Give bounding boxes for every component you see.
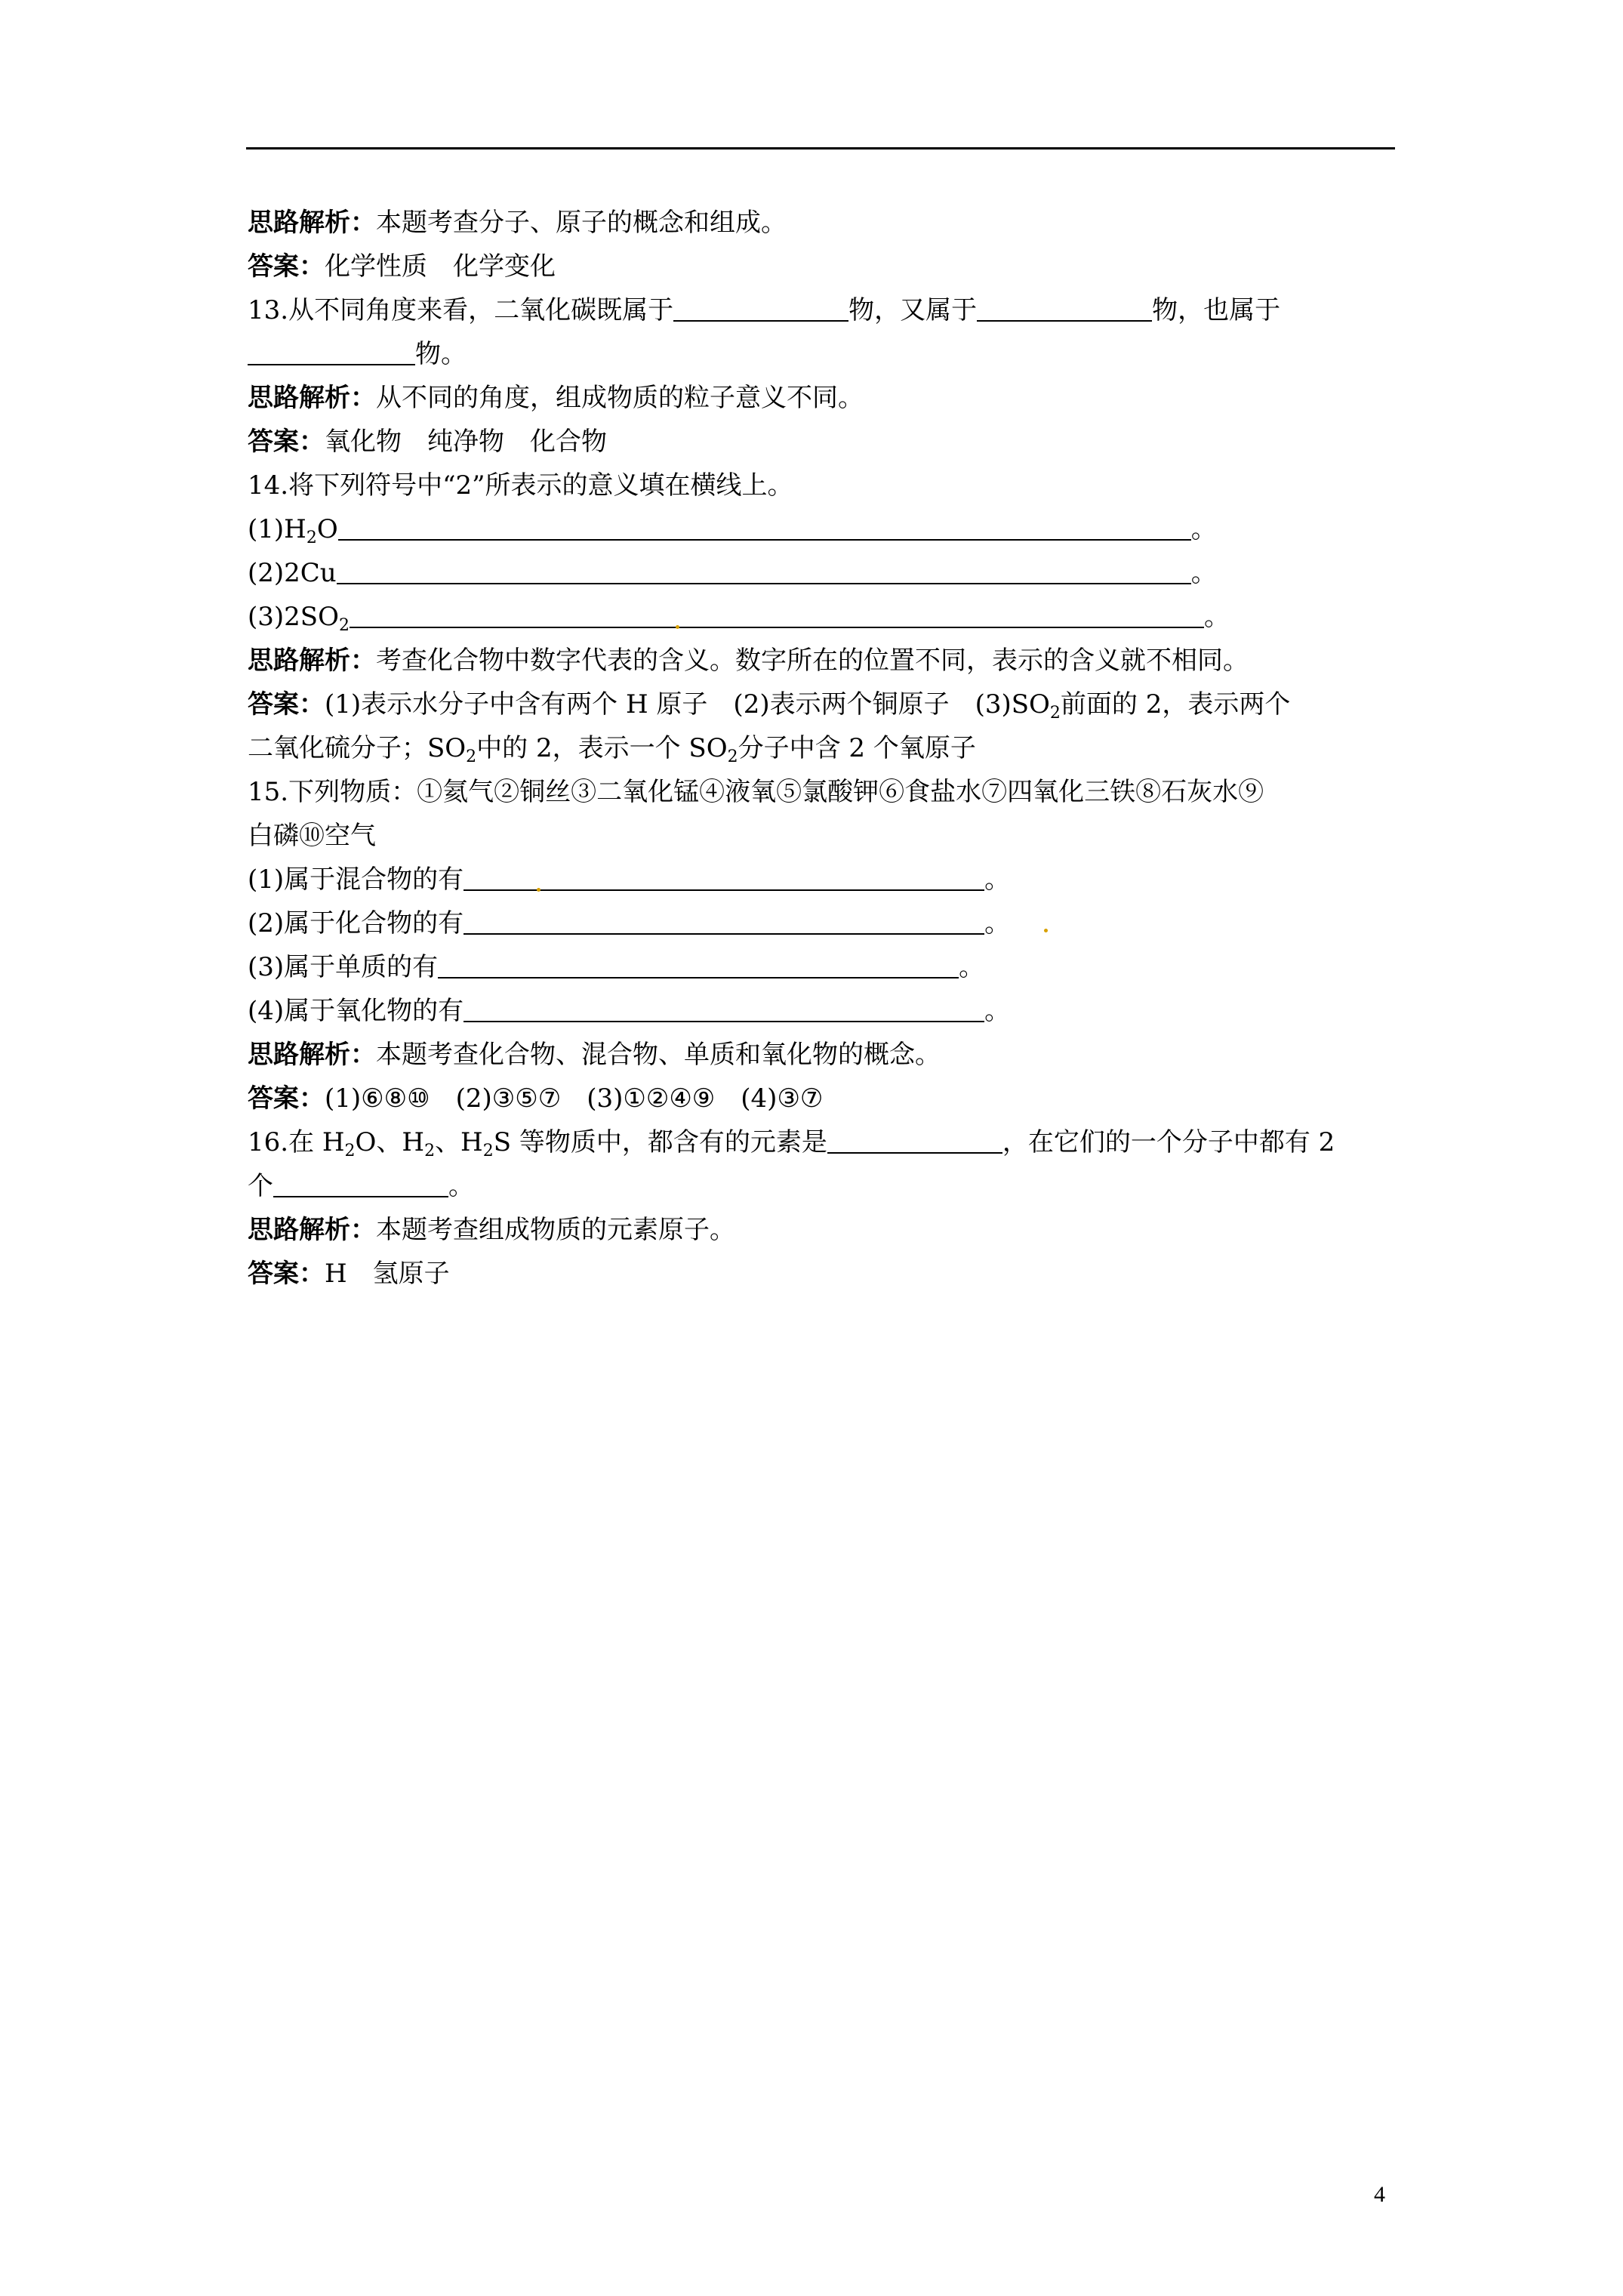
header-rule xyxy=(246,147,1395,149)
q13-stem-b: 物，又属于 xyxy=(848,295,978,325)
q15-stem-cont xyxy=(248,814,1395,858)
q16-stem-text: 个 xyxy=(248,1171,273,1201)
fill-blank xyxy=(273,1166,448,1197)
end-mark: 。 xyxy=(984,996,1011,1026)
item-prefix: (3)2SO xyxy=(248,602,339,632)
q16-stem-cont xyxy=(248,1164,1395,1208)
item-label: (4)属于氧化物的有 xyxy=(248,996,464,1026)
q13-answer xyxy=(248,420,1395,464)
answer-text: (1)⑥⑧⑩ (2)③⑤⑦ (3)①②④⑨ (4)③⑦ xyxy=(325,1083,824,1114)
analysis-label: 思路解析： xyxy=(248,646,376,676)
analysis-label: 思路解析： xyxy=(248,1215,376,1245)
q15-stem-text: 白磷⑩空气 xyxy=(248,821,376,851)
answer-label: 答案： xyxy=(248,1259,325,1289)
answer-text: 分子中含 2 个氧原子 xyxy=(738,733,976,763)
fill-blank xyxy=(438,947,959,978)
subscript: 2 xyxy=(424,1142,436,1160)
answer-text: (1)表示水分子中含有两个 H 原子 (2)表示两个铜原子 (3)SO xyxy=(325,689,1050,720)
subscript: 2 xyxy=(482,1142,494,1160)
item-prefix: (2)2Cu xyxy=(248,558,337,588)
item-label: (3)属于单质的有 xyxy=(248,952,439,982)
fill-blank xyxy=(463,903,984,935)
q15-analysis xyxy=(248,1033,1395,1077)
q16-answer xyxy=(248,1252,1395,1296)
fill-blank xyxy=(977,290,1152,322)
fill-blank xyxy=(337,553,1191,584)
answer-text: H 氢原子 xyxy=(325,1259,450,1289)
analysis-text: 本题考查化合物、混合物、单质和氧化物的概念。 xyxy=(376,1040,941,1070)
q15-answer xyxy=(248,1077,1395,1120)
q14-item-1 xyxy=(248,507,1395,551)
scan-speck xyxy=(537,888,540,892)
scan-speck xyxy=(676,625,679,629)
answer-text: 氧化物 纯净物 化合物 xyxy=(325,427,607,457)
fill-blank xyxy=(350,596,1204,628)
q13-stem-c: 物，也属于 xyxy=(1152,295,1281,325)
q14-stem-text: 14.将下列符号中“2”所表示的意义填在横线上。 xyxy=(248,470,793,501)
analysis-text: 考查化合物中数字代表的含义。数字所在的位置不同，表示的含义就不相同。 xyxy=(376,646,1249,676)
answer-label: 答案： xyxy=(248,1083,325,1114)
q16-stem-text: ，在它们的一个分子中都有 2 xyxy=(1002,1127,1335,1157)
answer-label: 答案： xyxy=(248,689,325,720)
analysis-text: 从不同的角度，组成物质的粒子意义不同。 xyxy=(376,383,864,413)
q15-item-4 xyxy=(248,989,1395,1033)
item-suffix: O xyxy=(316,514,338,544)
q13-stem-a: 13.从不同角度来看，二氧化碳既属于 xyxy=(248,295,674,325)
answer-label: 答案： xyxy=(248,251,325,282)
analysis-text: 本题考查组成物质的元素原子。 xyxy=(376,1215,735,1245)
q12-answer xyxy=(248,245,1395,288)
subscript: 2 xyxy=(466,747,477,766)
answer-text: 二氧化硫分子；SO xyxy=(248,733,467,763)
q14-item-2 xyxy=(248,551,1395,595)
analysis-text: 本题考查分子、原子的概念和组成。 xyxy=(376,208,787,238)
q12-analysis xyxy=(248,201,1395,245)
fill-blank xyxy=(463,859,984,891)
q14-answer-cont xyxy=(248,726,1395,770)
q16-stem-text: S 等物质中，都含有的元素是 xyxy=(493,1127,827,1157)
end-mark: 。 xyxy=(1190,514,1217,544)
q15-item-1 xyxy=(248,858,1395,901)
q15-item-2 xyxy=(248,901,1395,945)
q16-stem xyxy=(248,1120,1395,1164)
item-prefix: (1)H xyxy=(248,514,306,544)
subscript: 2 xyxy=(727,747,738,766)
q13-analysis xyxy=(248,376,1395,420)
end-mark: 。 xyxy=(984,864,1011,895)
q16-stem-text: 16.在 H xyxy=(248,1127,345,1157)
q16-analysis xyxy=(248,1208,1395,1252)
analysis-label: 思路解析： xyxy=(248,208,376,238)
answer-text: 前面的 2，表示两个 xyxy=(1060,689,1291,720)
subscript: 2 xyxy=(1049,704,1061,723)
answer-text: 化学性质 化学变化 xyxy=(325,251,556,282)
item-label: (1)属于混合物的有 xyxy=(248,864,464,895)
subscript: 2 xyxy=(306,529,317,547)
end-mark: 。 xyxy=(1203,602,1230,632)
answer-text: 中的 2，表示一个 SO xyxy=(476,733,728,763)
fill-blank xyxy=(673,290,848,322)
fill-blank xyxy=(827,1122,1002,1154)
q14-answer xyxy=(248,683,1395,726)
fill-blank xyxy=(248,334,415,365)
q14-stem xyxy=(248,464,1395,507)
analysis-label: 思路解析： xyxy=(248,383,376,413)
q14-item-3 xyxy=(248,595,1395,639)
page-number: 4 xyxy=(1374,2182,1385,2207)
end-mark: 。 xyxy=(959,952,985,982)
subscript: 2 xyxy=(338,616,350,635)
q15-stem xyxy=(248,770,1395,814)
q15-stem-text: 15.下列物质：①氦气②铜丝③二氧化锰④液氧⑤氯酸钾⑥食盐水⑦四氧化三铁⑧石灰水⑨ xyxy=(248,777,1264,807)
document-body xyxy=(248,201,1395,1296)
q13-stem-d: 物。 xyxy=(415,339,467,369)
q16-stem-text: O、H xyxy=(355,1127,425,1157)
end-mark: 。 xyxy=(984,908,1011,938)
end-mark: 。 xyxy=(1190,558,1217,588)
q13-stem xyxy=(248,288,1395,332)
subscript: 2 xyxy=(344,1142,356,1160)
scan-speck xyxy=(1044,929,1048,932)
q13-stem-cont xyxy=(248,332,1395,376)
q15-item-3 xyxy=(248,945,1395,989)
end-mark: 。 xyxy=(448,1171,474,1201)
q14-analysis xyxy=(248,639,1395,683)
fill-blank xyxy=(338,509,1191,541)
q16-stem-text: 、H xyxy=(435,1127,483,1157)
item-label: (2)属于化合物的有 xyxy=(248,908,464,938)
fill-blank xyxy=(463,991,984,1022)
analysis-label: 思路解析： xyxy=(248,1040,376,1070)
answer-label: 答案： xyxy=(248,427,325,457)
